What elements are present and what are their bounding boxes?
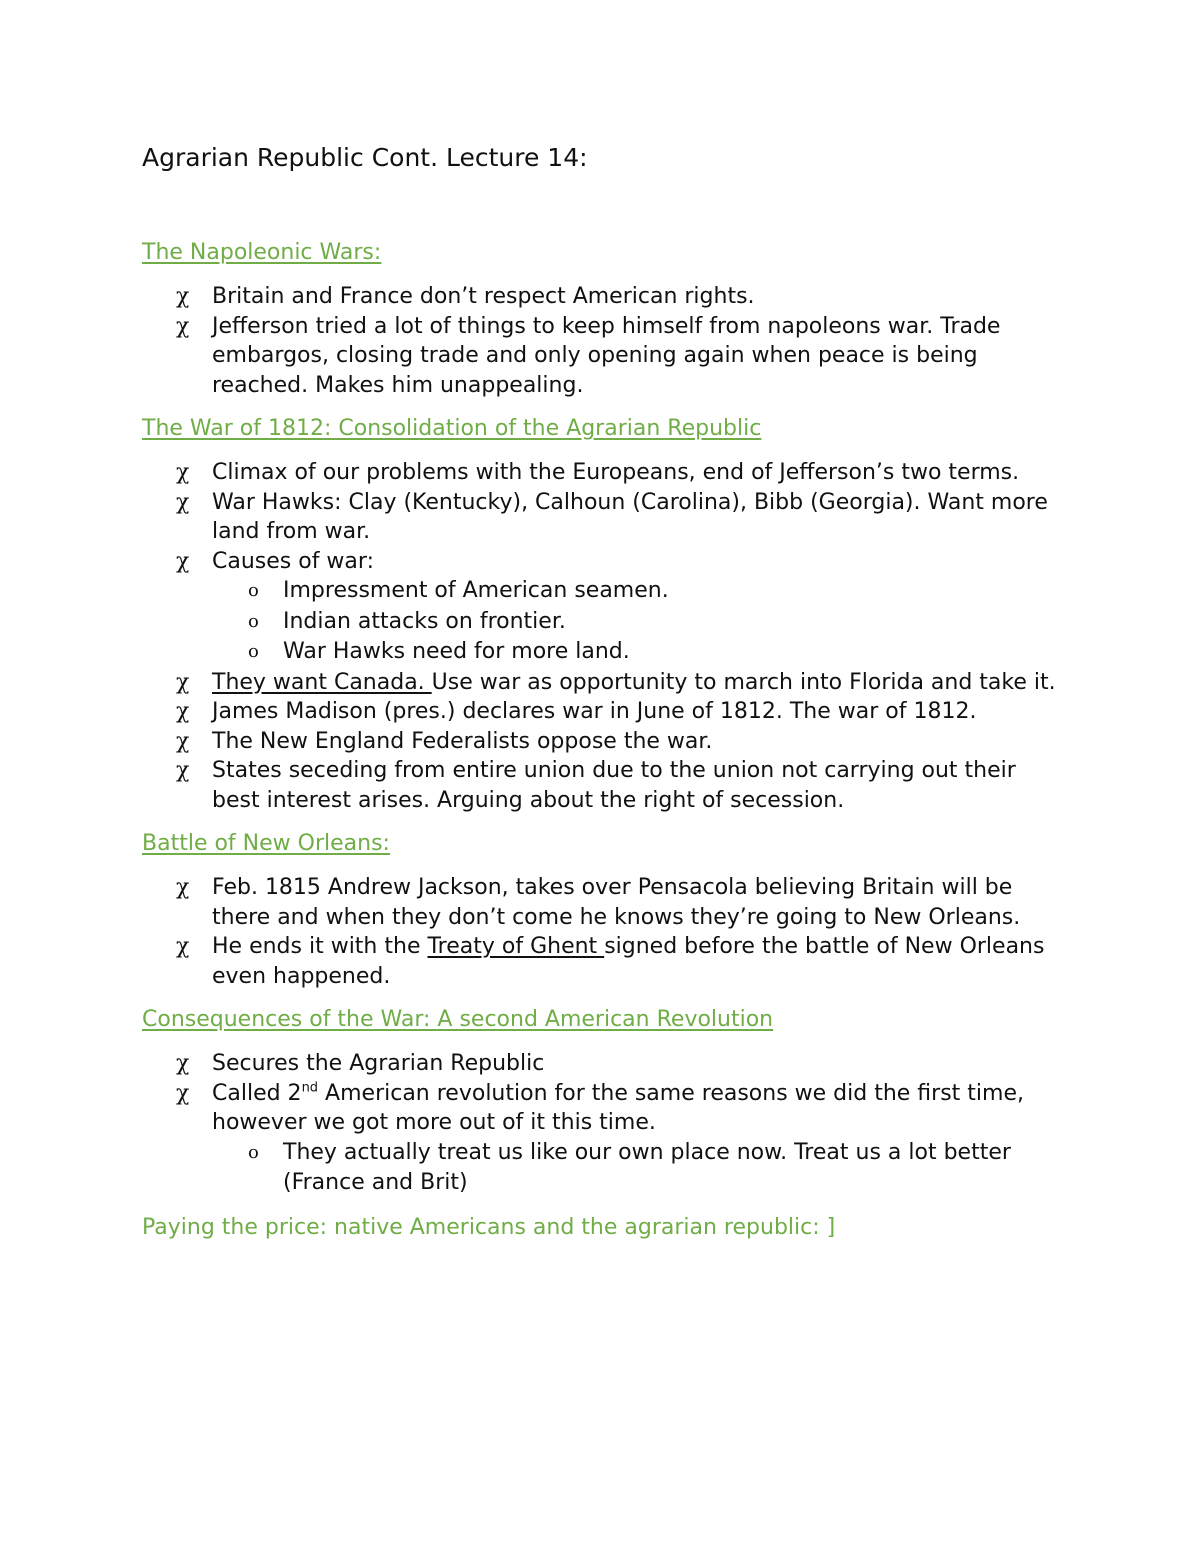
list-item: χ Britain and France don’t respect American rights. bbox=[142, 282, 1062, 312]
sub-list-item: o Impressment of American seamen. bbox=[142, 576, 1062, 607]
list-item: χ Feb. 1815 Andrew Jackson, takes over Pensacola believing Britain will be there and when they don’t come he knows they’re going to New Orleans. bbox=[176, 875, 1021, 930]
underlined-text: Treaty of Ghent bbox=[427, 934, 605, 959]
chi-bullet-icon: χ bbox=[176, 728, 190, 754]
section-heading-paying-the-price: Paying the price: native Americans and the agrarian republic: ] bbox=[142, 1214, 836, 1240]
list-item: χ War Hawks: Clay (Kentucky), Calhoun (Carolina), Bibb (Georgia). Want more land from war. bbox=[176, 489, 1048, 544]
list-item: χ Secures the Agrarian Republic bbox=[142, 1049, 1062, 1079]
chi-bullet-icon: χ bbox=[176, 1080, 190, 1106]
chi-bullet-icon: χ bbox=[176, 284, 190, 309]
list-item: χ Jefferson tried a lot of things to keep himself from napoleons war. Trade embargos, closing trade and only opening again when peace is being reached. Makes him unappealing. bbox=[176, 313, 1001, 398]
section-heading-napoleonic-wars: The Napoleonic Wars: bbox=[142, 240, 382, 265]
chi-bullet-icon: χ bbox=[176, 460, 190, 485]
list-item: χ States seceding from entire union due to the union not carrying out their best interest arises. Arguing about the right of secession. bbox=[176, 758, 1016, 813]
chi-bullet-icon: χ bbox=[176, 934, 190, 959]
bullet-list bbox=[142, 458, 1062, 815]
chi-bullet-icon: χ bbox=[176, 548, 190, 574]
section-paying-the-price bbox=[142, 1213, 1062, 1243]
sub-list-item: o War Hawks need for more land. bbox=[142, 637, 1062, 668]
underlined-text: They want Canada. bbox=[212, 669, 432, 695]
section-heading-battle-of-new-orleans: Battle of New Orleans: bbox=[142, 831, 390, 856]
section-war-of-1812 bbox=[142, 414, 1062, 815]
section-consequences bbox=[142, 1005, 1062, 1199]
circle-bullet-icon: o bbox=[248, 580, 259, 601]
bullet-list bbox=[142, 282, 1062, 400]
chi-bullet-icon: χ bbox=[176, 758, 190, 783]
list-item: χ James Madison (pres.) declares war in June of 1812. The war of 1812. bbox=[142, 697, 1062, 727]
chi-bullet-icon: χ bbox=[176, 669, 190, 695]
bullet-list bbox=[142, 873, 1062, 991]
bullet-list bbox=[142, 1049, 1062, 1199]
list-item: χ Climax of our problems with the Europeans, end of Jefferson’s two terms. bbox=[142, 458, 1062, 488]
superscript: nd bbox=[301, 1080, 319, 1096]
circle-bullet-icon: o bbox=[248, 641, 259, 662]
circle-bullet-icon: o bbox=[248, 610, 259, 632]
list-item: χ Causes of war: o Impressment of American seamen. o Indian attacks on frontier. o War Hawks need for more land. bbox=[142, 547, 1062, 668]
chi-bullet-icon: χ bbox=[176, 489, 190, 515]
chi-bullet-icon: χ bbox=[176, 699, 190, 724]
sub-bullet-list bbox=[212, 1138, 1062, 1199]
sub-list-item: o They actually treat us like our own place now. Treat us a lot better (France and Brit) bbox=[248, 1139, 1011, 1195]
sub-bullet-list bbox=[212, 576, 1062, 668]
list-item: χ The New England Federalists oppose the war. bbox=[142, 727, 1062, 757]
chi-bullet-icon: χ bbox=[176, 1051, 190, 1076]
section-heading-consequences: Consequences of the War: A second American Revolution bbox=[142, 1007, 774, 1032]
sub-list-item: o Indian attacks on frontier. bbox=[142, 607, 1062, 638]
chi-bullet-icon: χ bbox=[176, 875, 190, 900]
section-battle-of-new-orleans bbox=[142, 829, 1062, 991]
section-napoleonic-wars bbox=[142, 238, 1062, 400]
circle-bullet-icon: o bbox=[248, 1141, 259, 1163]
list-item: χ He ends it with the Treaty of Ghent signed before the battle of New Orleans even happened. bbox=[176, 934, 1045, 989]
chi-bullet-icon: χ bbox=[176, 313, 190, 339]
document-page bbox=[142, 140, 1062, 1257]
list-item: χ They want Canada. Use war as opportunity to march into Florida and take it. bbox=[142, 668, 1062, 698]
section-heading-war-of-1812: The War of 1812: Consolidation of the Agrarian Republic bbox=[142, 416, 762, 441]
list-item: χ Called 2nd American revolution for the same reasons we did the first time, however we got more out of it this time. o They actually treat us like our own place now. Treat us a lot better (France and Brit) bbox=[142, 1079, 1062, 1199]
page-title: Agrarian Republic Cont. Lecture 14: bbox=[142, 143, 588, 172]
